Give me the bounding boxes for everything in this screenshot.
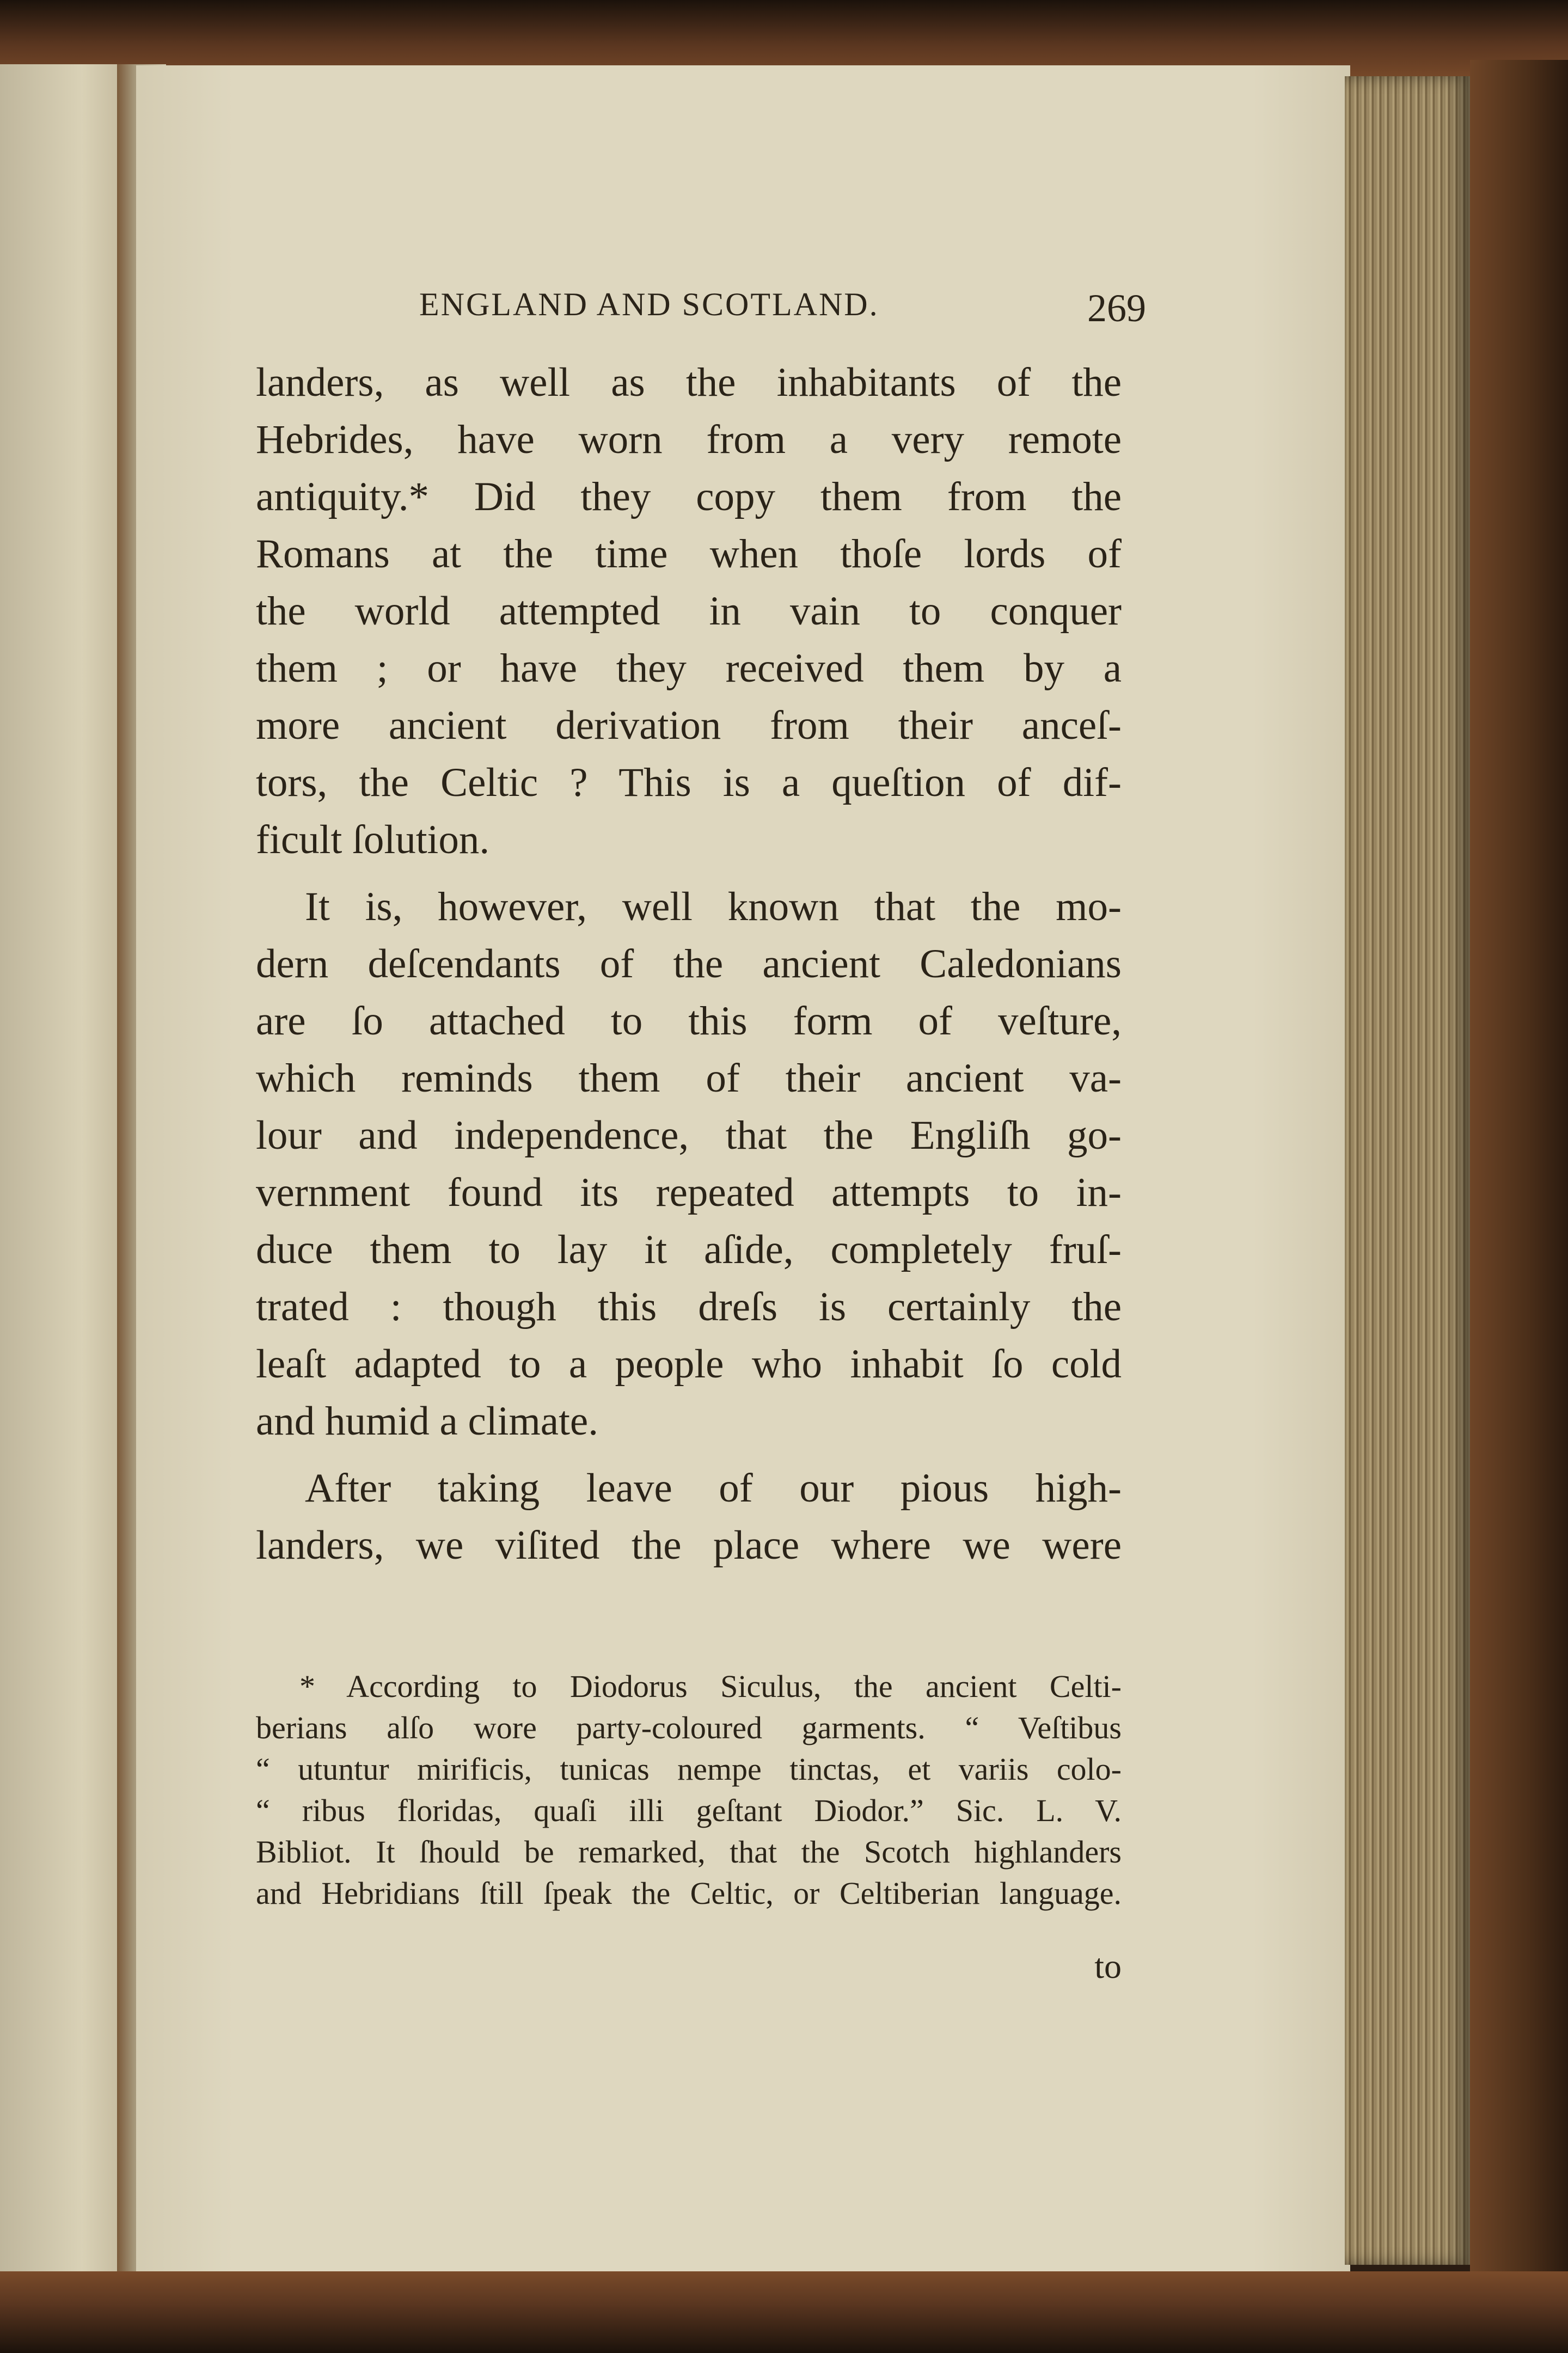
text-line: lour and independence, that the Engliſh go-: [256, 1113, 1122, 1158]
text-line: After taking leave of our pious high-: [305, 1466, 1122, 1511]
footnote-line: “ ribus floridas, quaſi illi geſtant Diodor.” Sic. L. V.: [256, 1793, 1122, 1828]
text-line: trated : though this dreſs is certainly the: [256, 1284, 1122, 1329]
paragraph-3: [256, 1460, 1122, 1574]
footnote-line: and Hebridians ſtill ſpeak the Celtic, or Celtiberian language.: [256, 1876, 1122, 1911]
footnote-line: “ utuntur mirificis, tunicas nempe tinctas, et variis colo-: [256, 1751, 1122, 1787]
text-line: tors, the Celtic ? This is a queſtion of dif-: [256, 760, 1122, 805]
footnote-line: * According to Diodorus Siculus, the ancient Celti-: [299, 1669, 1122, 1704]
text-line: Romans at the time when thoſe lords of: [256, 531, 1122, 577]
text-line: are ſo attached to this form of veſture,: [256, 998, 1122, 1044]
text-line: and humid a climate.: [256, 1399, 598, 1444]
book-cover-right: [1470, 60, 1568, 2292]
footnote: [256, 1666, 1122, 1914]
text-line: dern deſcendants of the ancient Caledonians: [256, 941, 1122, 986]
text-line: vernment found its repeated attempts to in-: [256, 1170, 1122, 1215]
paragraph-1: [256, 354, 1122, 868]
footnote-line: berians alſo wore party-coloured garments. “ Veſtibus: [256, 1710, 1122, 1745]
text-line: landers, we viſited the place where we were: [256, 1523, 1122, 1568]
paragraph-2: [256, 878, 1122, 1450]
page-header: [419, 286, 1146, 335]
left-page-edge: [0, 64, 121, 2280]
text-line: antiquity.* Did they copy them from the: [256, 474, 1122, 519]
text-line: It is, however, well known that the mo-: [305, 884, 1122, 929]
running-head: ENGLAND AND SCOTLAND.: [419, 286, 879, 322]
text-line: which reminds them of their ancient va-: [256, 1056, 1122, 1101]
text-line: the world attempted in vain to conquer: [256, 589, 1122, 634]
text-line: leaſt adapted to a people who inhabit ſo cold: [256, 1341, 1122, 1387]
text-line: duce them to lay it aſide, completely fruſ-: [256, 1227, 1122, 1272]
text-line: Hebrides, have worn from a very remote: [256, 417, 1122, 462]
footnote-line: Bibliot. It ſhould be remarked, that the Scotch highlanders: [256, 1834, 1122, 1870]
text-line: landers, as well as the inhabitants of the: [256, 360, 1122, 405]
book-cover-bottom: [0, 2271, 1568, 2353]
page-number: 269: [1087, 286, 1146, 330]
text-line: ficult ſolution.: [256, 817, 490, 862]
text-line: them ; or have they received them by a: [256, 646, 1122, 691]
body-text: [256, 354, 1122, 1574]
catchword: to: [1094, 1947, 1122, 1986]
text-line: more ancient derivation from their anceſ-: [256, 703, 1122, 748]
page-fore-edge: [1345, 76, 1470, 2265]
